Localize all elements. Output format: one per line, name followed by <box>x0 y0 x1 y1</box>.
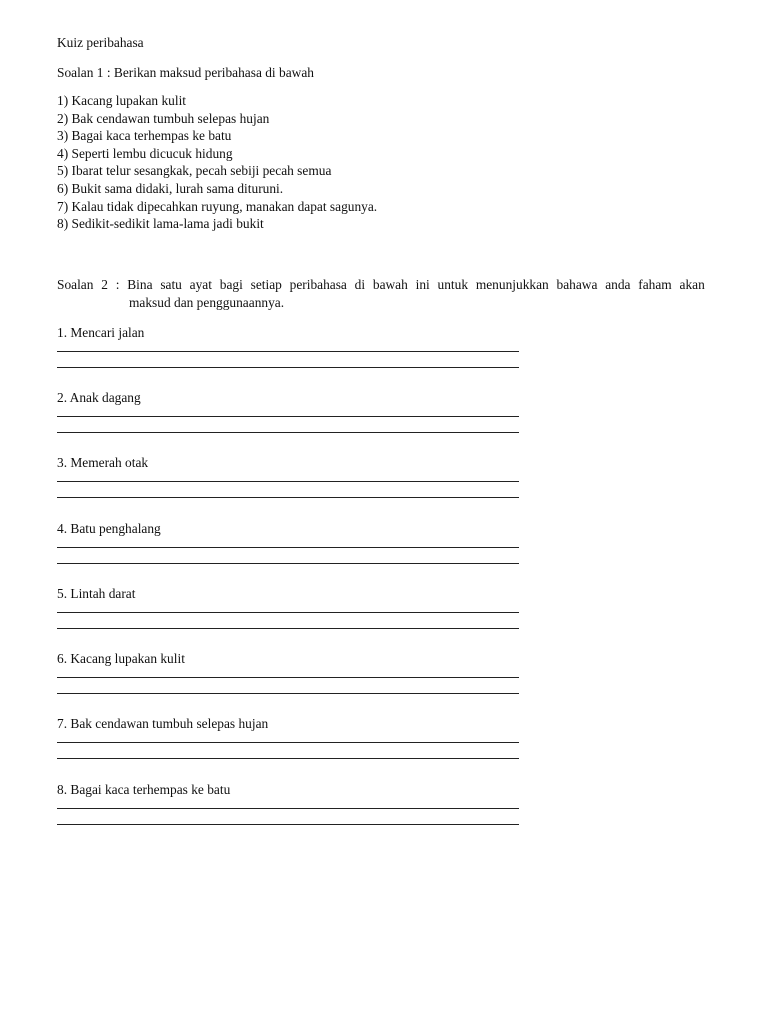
question-label: 7. Bak cendawan tumbuh selepas hujan <box>57 716 269 731</box>
question-label: 2. Anak dagang <box>57 390 141 405</box>
soalan-2-question <box>57 324 519 368</box>
answer-line[interactable] <box>57 563 519 564</box>
heading-word: ini <box>415 277 430 292</box>
heading-word: faham <box>638 277 672 292</box>
question-label: 4. Batu penghalang <box>57 521 161 536</box>
heading-word: setiap <box>250 277 282 292</box>
answer-line[interactable] <box>57 612 519 613</box>
soalan-2-heading-line-2: maksud dan penggunaannya. <box>129 294 285 310</box>
heading-word: Soalan <box>57 277 94 292</box>
question-label: 1. Mencari jalan <box>57 325 145 340</box>
heading-word: bagi <box>219 277 243 292</box>
answer-line[interactable] <box>57 497 519 498</box>
answer-line[interactable] <box>57 742 519 743</box>
heading-word: : <box>115 277 120 292</box>
soalan-2-question <box>57 389 519 433</box>
soalan-1-item: 2) Bak cendawan tumbuh selepas hujan <box>57 110 270 126</box>
soalan-2-question <box>57 585 519 629</box>
question-label: 5. Lintah darat <box>57 586 136 601</box>
soalan-2-heading <box>57 276 705 311</box>
heading-word: untuk <box>437 277 469 292</box>
answer-line[interactable] <box>57 416 519 417</box>
heading-word: Bina <box>127 277 153 292</box>
soalan-1-item: 3) Bagai kaca terhempas ke batu <box>57 128 232 144</box>
heading-word: satu <box>160 277 182 292</box>
question-label: 3. Memerah otak <box>57 455 149 470</box>
answer-line[interactable] <box>57 808 519 809</box>
answer-line[interactable] <box>57 547 519 548</box>
soalan-2-question <box>57 520 519 564</box>
heading-word: anda <box>605 277 631 292</box>
soalan-2-question <box>57 715 519 759</box>
soalan-1-item: 8) Sedikit-sedikit lama-lama jadi bukit <box>57 216 264 232</box>
answer-line[interactable] <box>57 481 519 482</box>
answer-line[interactable] <box>57 628 519 629</box>
heading-word: menunjukkan <box>475 277 549 292</box>
soalan-1-list <box>57 92 377 233</box>
soalan-1-item: 7) Kalau tidak dipecahkan ruyung, manakan dapat sagunya. <box>57 198 378 214</box>
answer-line[interactable] <box>57 432 519 433</box>
soalan-2-question <box>57 650 519 694</box>
soalan-1-item: 5) Ibarat telur sesangkak, pecah sebiji pecah semua <box>57 163 332 179</box>
heading-word: bahawa <box>556 277 598 292</box>
soalan-2-heading-line-1 <box>57 276 705 294</box>
heading-word: peribahasa <box>289 277 347 292</box>
soalan-1-item: 6) Bukit sama didaki, lurah sama dituruni. <box>57 180 284 196</box>
answer-line[interactable] <box>57 824 519 825</box>
heading-word: bawah <box>372 277 408 292</box>
answer-line[interactable] <box>57 351 519 352</box>
heading-word: ayat <box>189 277 212 292</box>
page-title: Kuiz peribahasa <box>57 35 144 50</box>
question-label: 8. Bagai kaca terhempas ke batu <box>57 782 231 797</box>
answer-line[interactable] <box>57 677 519 678</box>
answer-line[interactable] <box>57 758 519 759</box>
heading-word: akan <box>679 277 705 292</box>
heading-word: di <box>354 277 366 292</box>
answer-line[interactable] <box>57 367 519 368</box>
answer-line[interactable] <box>57 693 519 694</box>
soalan-2-question <box>57 781 519 825</box>
soalan-1-heading: Soalan 1 : Berikan maksud peribahasa di bawah <box>57 65 314 80</box>
soalan-1-item: 1) Kacang lupakan kulit <box>57 93 187 108</box>
heading-word: 2 <box>101 277 108 292</box>
soalan-1-item: 4) Seperti lembu dicucuk hidung <box>57 145 233 161</box>
soalan-2-question <box>57 454 519 498</box>
question-label: 6. Kacang lupakan kulit <box>57 651 185 666</box>
